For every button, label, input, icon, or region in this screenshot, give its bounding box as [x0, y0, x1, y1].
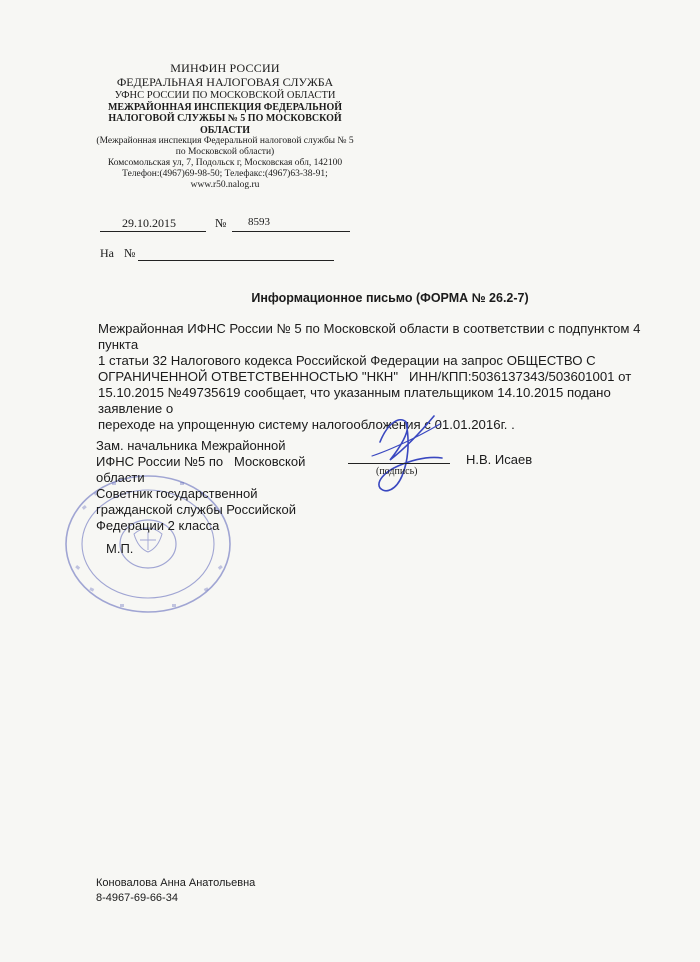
- position-line-1: Зам. начальника Межрайонной: [96, 438, 286, 453]
- body-line-3: ОГРАНИЧЕННОЙ ОТВЕТСТВЕННОСТЬЮ "НКН" ИНН/КПП:5036137343/503601001 от: [98, 369, 632, 384]
- issuer-website: www.r50.nalog.ru: [190, 179, 260, 190]
- inspection-name-3: ОБЛАСТИ: [200, 124, 250, 136]
- na-label: На: [100, 246, 114, 260]
- issuer-header: [60, 62, 390, 191]
- date-underline: [100, 231, 206, 232]
- inspection-name-1: МЕЖРАЙОННАЯ ИНСПЕКЦИЯ ФЕДЕРАЛЬНОЙ: [107, 101, 343, 113]
- body-line-2: 1 статьи 32 Налогового кодекса Российской Федерации на запрос ОБЩЕСТВО С: [98, 353, 596, 368]
- executor-name: Коноваловa Анна Анатольевна: [96, 877, 256, 889]
- number-sign: №: [215, 216, 227, 230]
- signature-line: [348, 463, 450, 464]
- number-underline: [232, 231, 350, 232]
- inspection-paren-1: (Межрайонная инспекция Федеральной налоговой службы № 5: [96, 136, 354, 147]
- letter-title: Информационное письмо (ФОРМА № 26.2-7): [251, 291, 529, 305]
- inspection-name-2: НАЛОГОВОЙ СЛУЖБЫ № 5 ПО МОСКОВСКОЙ: [108, 113, 342, 125]
- body-line-4: 15.10.2015 №49735619 сообщает, что указанным плательщиком 14.10.2015 подано заявление о: [98, 385, 611, 416]
- position-line-2: ИФНС России №5 по Московской: [96, 454, 306, 469]
- inspection-paren-2: по Московской области): [175, 147, 275, 158]
- executor-info: [96, 876, 255, 906]
- na-number-sign: №: [124, 246, 136, 260]
- ministry-name: МИНФИН РОССИИ: [170, 61, 280, 75]
- letter-number: 8593: [248, 216, 270, 228]
- handwritten-signature: [350, 402, 460, 512]
- mp-mark: М.П.: [106, 541, 134, 556]
- executor-phone: 8-4967-69-66-34: [96, 892, 178, 904]
- issuer-phone: Телефон:(4967)69-98-50; Телефакс:(4967)63-38-91;: [122, 168, 328, 179]
- position-line-6: Федерации 2 класса: [96, 518, 220, 533]
- ufns-name: УФНС РОССИИ ПО МОСКОВСКОЙ ОБЛАСТИ: [114, 89, 336, 101]
- signer-name: Н.В. Исаев: [466, 452, 533, 467]
- position-line-4: Советник государственной: [96, 486, 258, 501]
- signature-caption: (подпись): [376, 466, 418, 477]
- issuer-address: Комсомольская ул, 7, Подольск г, Московская обл, 142100: [107, 158, 343, 168]
- position-line-3: области: [96, 470, 145, 485]
- body-line-5: переходе на упрощенную систему налогообложения с 01.01.2016г. .: [98, 417, 515, 432]
- letter-date: 29.10.2015: [122, 216, 176, 230]
- na-underline: [138, 260, 334, 261]
- signatory-position: [96, 438, 326, 534]
- service-name: ФЕДЕРАЛЬНАЯ НАЛОГОВАЯ СЛУЖБА: [116, 74, 334, 89]
- position-line-5: гражданской службы Российской: [96, 502, 296, 517]
- body-line-1: Межрайонная ИФНС России № 5 по Московской области в соответствии с подпунктом 4 пункта: [98, 321, 641, 352]
